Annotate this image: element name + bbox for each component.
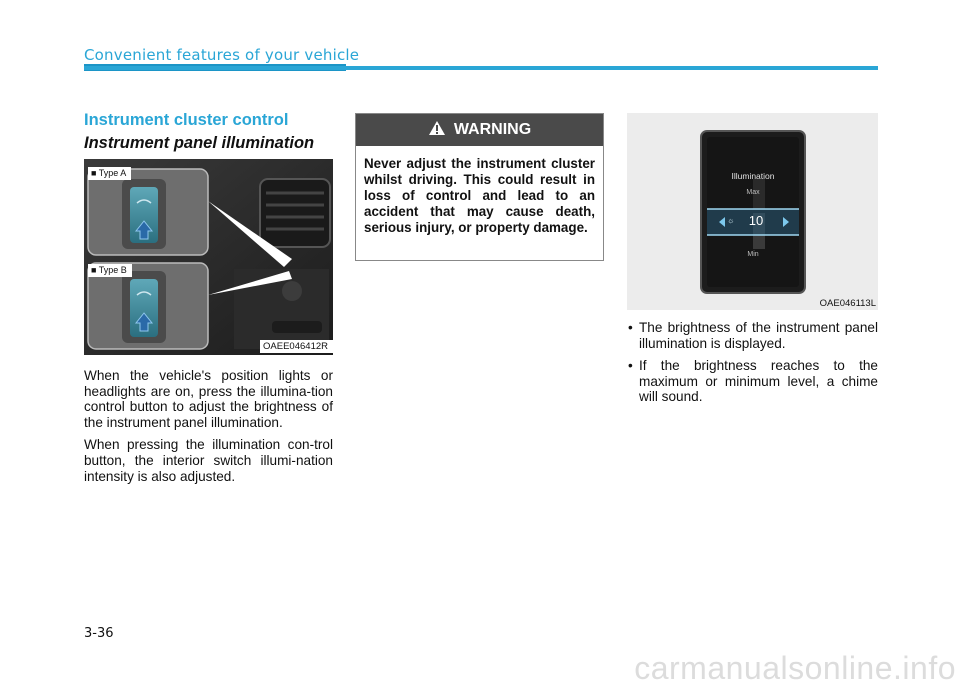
header-rule	[84, 66, 878, 70]
cluster-screen-illustration	[627, 113, 878, 310]
figure-code-left: OAEE046412R	[260, 340, 333, 353]
dashboard-switch-illustration	[84, 159, 333, 355]
page-number: 3-36	[84, 626, 114, 641]
screen-value: 10	[748, 213, 764, 228]
warning-triangle-icon	[428, 120, 446, 141]
body-paragraph-1: When the vehicle's position lights or headlights are on, press the illumina-tion control button to adjust the brightness of the instrument panel illumination.	[84, 368, 333, 430]
screen-max-label: Max	[746, 189, 760, 196]
bullet-list	[627, 320, 878, 412]
type-a-label: ■ Type A	[88, 167, 131, 180]
screen-illumination-icon: ☼	[727, 216, 735, 225]
warning-header	[356, 114, 603, 146]
list-item: • The brightness of the instrument panel illumination is displayed.	[628, 320, 878, 351]
watermark: carmanualsonline.info	[634, 650, 956, 686]
body-paragraph-2: When pressing the illumination con-trol button, the interior switch illumi-nation intensity is also adjusted.	[84, 437, 333, 484]
cluster-display-figure	[627, 113, 878, 310]
chapter-header: Convenient features of your vehicle	[84, 46, 360, 64]
subsection-title: Instrument panel illumination	[84, 134, 315, 152]
screen-min-label: Min	[747, 251, 759, 258]
figure-code-right: OAE046113L	[819, 298, 876, 309]
screen-title: Illumination	[731, 171, 775, 181]
warning-title: WARNING	[453, 121, 532, 138]
bullet-dot-icon: •	[628, 358, 633, 374]
body-text	[84, 368, 333, 491]
warning-text: Never adjust the instrument cluster whilst driving. This could result in loss of control and lead to an accident that may cause death, serious injury, or property damage.	[364, 156, 595, 235]
section-title: Instrument cluster control	[84, 111, 289, 129]
warning-box	[355, 113, 604, 261]
type-b-label: ■ Type B	[88, 264, 132, 277]
bullet-dot-icon: •	[628, 320, 633, 335]
list-item: • If the brightness reaches to the maximum or minimum level, a chime will sound.	[628, 358, 878, 405]
dashboard-switch-figure	[84, 159, 333, 355]
